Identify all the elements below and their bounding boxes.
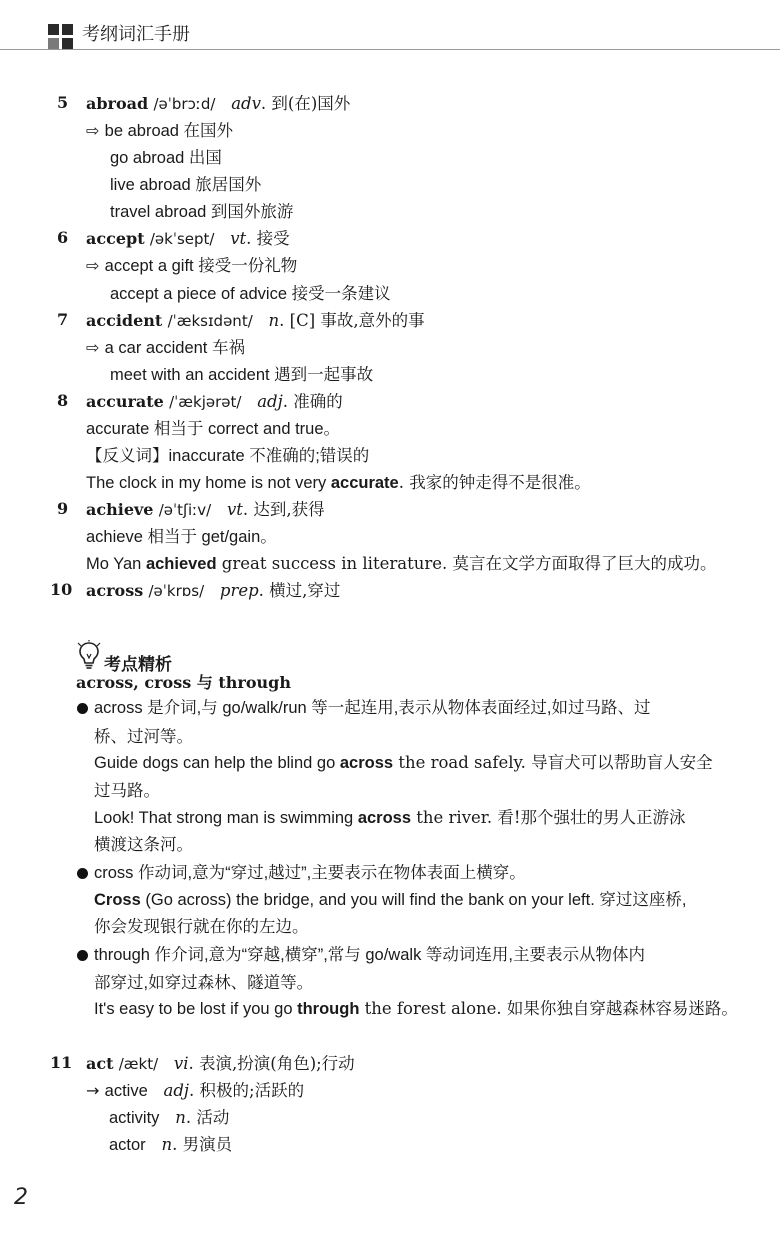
headword: accept	[86, 229, 145, 248]
bullet-text: through 作介词,意为“穿越,横穿”,常与 go/walk 等动词连用,主要表示从物体内	[94, 946, 645, 964]
headword: achieve	[86, 500, 154, 519]
phonetic: /əkˈsept/	[149, 230, 215, 248]
entry-headline	[86, 1053, 355, 1075]
phonetic: /ækt/	[118, 1055, 159, 1073]
derived-word-line	[86, 1080, 304, 1102]
bullet-text: 部穿过,如穿过森林、隧道等。	[94, 974, 314, 992]
headword: across	[86, 581, 144, 600]
phrase: travel abroad 到国外旅游	[110, 203, 294, 221]
example-keyword: across	[339, 754, 394, 772]
hollow-arrow-icon: ⇨	[86, 338, 100, 357]
phrase-line	[86, 337, 245, 359]
hollow-arrow-icon: ⇨	[86, 121, 100, 140]
example-translation: 过马路。	[94, 781, 160, 800]
bullet-icon	[77, 950, 88, 961]
part-of-speech: adj	[257, 392, 283, 411]
part-of-speech: adv	[231, 94, 261, 113]
example-translation: 你会发现银行就在你的左边。	[94, 917, 309, 936]
example-sentence	[94, 752, 713, 774]
phonetic: /ˈæksɪdənt/	[167, 312, 253, 330]
definition: . 表演,扮演(角色);行动	[188, 1054, 355, 1073]
header-title: 考纲词汇手册	[82, 24, 190, 45]
entry-headline	[86, 499, 325, 521]
definition: . 接受	[246, 229, 290, 248]
entry-headline	[86, 580, 340, 602]
example-keyword: achieved	[145, 555, 217, 573]
definition: . 男演员	[172, 1135, 233, 1154]
definition: . [C] 事故,意外的事	[279, 311, 425, 330]
example-text: The clock in my home is not very	[86, 474, 331, 492]
entry-headline	[86, 310, 425, 332]
entry-number: 6	[57, 228, 69, 247]
section-title: 考点精析	[104, 655, 172, 675]
example-translation: 横渡这条河。	[94, 835, 193, 854]
phrase: accept a piece of advice 接受一条建议	[110, 285, 391, 303]
right-arrow-icon: →	[86, 1081, 100, 1100]
example-keyword: through	[297, 1000, 360, 1018]
bullet-icon	[77, 703, 88, 714]
derived-word: activity	[109, 1109, 160, 1127]
entry-number: 5	[57, 93, 69, 112]
example-translation: the river. 看!那个强壮的男人正游泳	[411, 808, 686, 827]
definition: . 积极的;活跃的	[189, 1081, 305, 1100]
example-sentence	[94, 998, 738, 1020]
part-of-speech: adj	[163, 1081, 190, 1100]
page-header	[0, 0, 780, 56]
entry-number: 10	[50, 580, 73, 599]
phrase: accept a gift 接受一份礼物	[104, 257, 298, 275]
hollow-arrow-icon: ⇨	[86, 256, 100, 275]
example-keyword: across	[357, 809, 412, 827]
headword: act	[86, 1054, 114, 1073]
phrase: a car accident 车祸	[104, 339, 245, 357]
part-of-speech: n	[175, 1108, 186, 1127]
entry-number: 9	[57, 499, 69, 518]
definition: . 达到,获得	[242, 500, 325, 519]
example-text: Mo Yan	[86, 555, 146, 573]
entry-number: 7	[57, 310, 69, 329]
page-number: 2	[14, 1185, 28, 1210]
part-of-speech: vi	[173, 1054, 189, 1073]
phrase: be abroad 在国外	[104, 122, 234, 140]
bullet-text: across 是介词,与 go/walk/run 等一起连用,表示从物体表面经过,如过马路、过	[94, 699, 651, 717]
header-squares-icon	[48, 24, 74, 50]
example-translation: the forest alone. 如果你独自穿越森林容易迷路。	[359, 999, 738, 1018]
derived-word: actor	[109, 1136, 146, 1154]
header-divider	[0, 49, 780, 50]
phrase: live abroad 旅居国外	[110, 176, 262, 194]
synonym-note: accurate 相当于 correct and true。	[86, 420, 341, 438]
antonym: inaccurate 不准确的;错误的	[168, 447, 370, 465]
antonym-line	[86, 445, 369, 467]
example-translation: great success in literature. 莫言在文学方面取得了巨大的成功。	[216, 554, 717, 573]
derived-word-line	[109, 1134, 232, 1156]
example-sentence	[94, 807, 686, 829]
example-text: (Go across) the bridge, and you will find the bank on your left. 穿过这座桥,	[140, 891, 687, 909]
part-of-speech: n	[161, 1135, 173, 1154]
part-of-speech: vt	[226, 500, 243, 519]
phonetic: /əˈkrɒs/	[148, 582, 205, 600]
example-sentence	[86, 472, 591, 494]
entry-headline	[86, 228, 290, 250]
section-subtitle: across, cross 与 through	[76, 673, 291, 692]
definition: . 准确的	[282, 392, 343, 411]
example-keyword: Cross	[94, 891, 141, 909]
antonym-tag: 【反义词】	[86, 446, 169, 465]
definition: . 到(在)国外	[260, 94, 351, 113]
lightbulb-icon	[76, 640, 102, 672]
entry-headline	[86, 93, 350, 115]
part-of-speech: prep	[219, 581, 259, 600]
entry-number: 11	[50, 1053, 73, 1072]
derived-word-line	[109, 1107, 229, 1129]
example-translation: . 我家的钟走得不是很准。	[398, 473, 591, 492]
phonetic: /əˈbrɔːd/	[153, 95, 216, 113]
phrase-line	[86, 120, 233, 142]
part-of-speech: vt	[230, 229, 247, 248]
phrase: meet with an accident 遇到一起事故	[110, 366, 374, 384]
example-text: Look! That strong man is swimming	[94, 809, 358, 827]
bullet-icon	[77, 868, 88, 879]
phonetic: /əˈtʃiːv/	[158, 501, 212, 519]
example-translation: the road safely. 导盲犬可以帮助盲人安全	[393, 753, 713, 772]
part-of-speech: n	[268, 311, 280, 330]
synonym-note: achieve 相当于 get/gain。	[86, 528, 277, 546]
example-keyword: accurate	[330, 474, 399, 492]
headword: accident	[86, 311, 163, 330]
derived-word: active	[104, 1082, 148, 1100]
headword: abroad	[86, 94, 149, 113]
phrase-line	[86, 255, 297, 277]
bullet-text: 桥、过河等。	[94, 728, 193, 746]
definition: . 活动	[185, 1108, 230, 1127]
example-sentence	[94, 889, 686, 911]
bullet-text: cross 作动词,意为“穿过,越过”,主要表示在物体表面上横穿。	[94, 864, 526, 882]
example-text: It's easy to be lost if you go	[94, 1000, 298, 1018]
phrase: go abroad 出国	[110, 149, 222, 167]
phonetic: /ˈækjərət/	[169, 393, 242, 411]
definition: . 横过,穿过	[258, 581, 341, 600]
headword: accurate	[86, 392, 164, 411]
entry-headline	[86, 391, 343, 413]
example-text: Guide dogs can help the blind go	[94, 754, 340, 772]
example-sentence	[86, 553, 716, 575]
entry-number: 8	[57, 391, 69, 410]
